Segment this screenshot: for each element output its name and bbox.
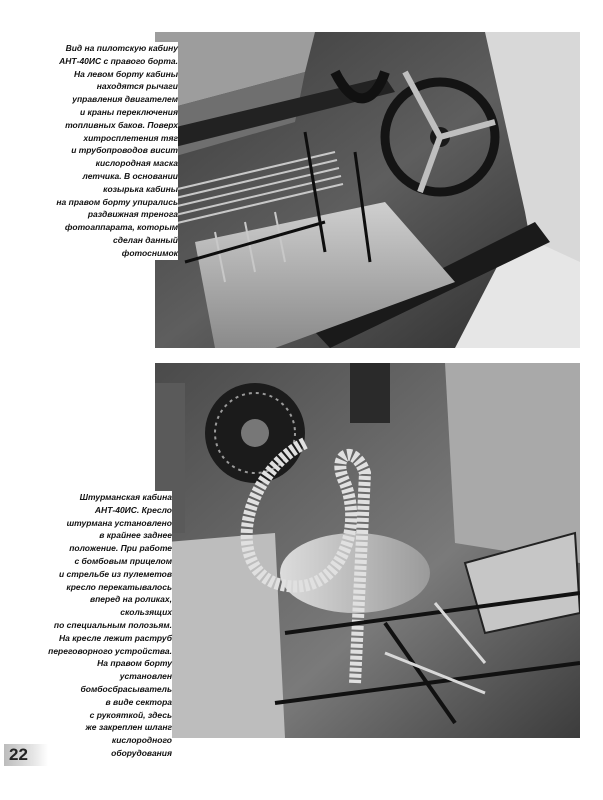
- caption-line: хитросплетения тяг: [83, 132, 178, 143]
- caption-line: по специальным полозьям.: [53, 619, 172, 630]
- navigator-cockpit-photo: [155, 363, 580, 738]
- caption-line: и краны переключения: [79, 106, 178, 117]
- pilot-cockpit-photo: [155, 32, 580, 348]
- caption-line: оборудования: [111, 747, 172, 758]
- caption-line: На правом борту: [97, 658, 172, 669]
- caption-line: На левом борту кабины: [74, 68, 178, 79]
- caption-line: Штурманская кабина: [79, 492, 172, 502]
- caption-line: козырька кабины: [103, 183, 178, 194]
- caption-line: и трубопроводов висит: [71, 145, 178, 156]
- caption-line: скользящих: [120, 607, 172, 618]
- caption-line: Вид на пилотскую кабину: [65, 43, 178, 53]
- caption-line: кислородная маска: [95, 158, 178, 169]
- caption-line: на правом борту упирались: [56, 196, 178, 207]
- caption-line: управления двигателем: [72, 94, 178, 105]
- page-number: [4, 744, 48, 766]
- caption-line: сделан данный: [112, 234, 178, 245]
- caption-line: топливных баков. Поверх: [65, 119, 178, 130]
- caption-line: кресло перекатывалось: [66, 581, 172, 592]
- caption-line: и стрельбе из пулеметов: [58, 568, 172, 579]
- caption-line: вперед на роликах,: [89, 594, 172, 605]
- caption-line: бомбосбрасыватель: [80, 683, 172, 694]
- caption-line: с рукояткой, здесь: [89, 709, 172, 720]
- caption-line: раздвижная тренога: [87, 209, 178, 220]
- caption-line: фотоаппарата, которым: [64, 222, 178, 233]
- caption-line: положение. При работе: [69, 543, 172, 554]
- caption-line: с бомбовым прицелом: [74, 555, 172, 566]
- caption-line: в виде сектора: [105, 696, 172, 707]
- caption-line: находятся рычаги: [96, 81, 178, 92]
- caption-line: АНТ-40ИС с правого борта.: [59, 55, 178, 66]
- caption-line: кислородного: [111, 735, 172, 746]
- caption-line: штурмана установлено: [66, 517, 172, 528]
- caption-line: На кресле лежит раструб: [59, 632, 172, 643]
- page-number-text: 22: [9, 745, 28, 764]
- caption-line: в крайнее заднее: [99, 530, 172, 541]
- caption-line: переговорного устройства.: [48, 645, 172, 656]
- caption-line: фотоснимок: [121, 247, 178, 258]
- caption-line: летчика. В основании: [82, 170, 178, 181]
- caption-line: же закреплен шланг: [85, 722, 172, 733]
- caption-line: АНТ-40ИС. Кресло: [94, 504, 172, 515]
- bottom-photo-caption: [22, 491, 172, 760]
- caption-line: установлен: [119, 671, 172, 682]
- top-photo-caption: [28, 42, 178, 260]
